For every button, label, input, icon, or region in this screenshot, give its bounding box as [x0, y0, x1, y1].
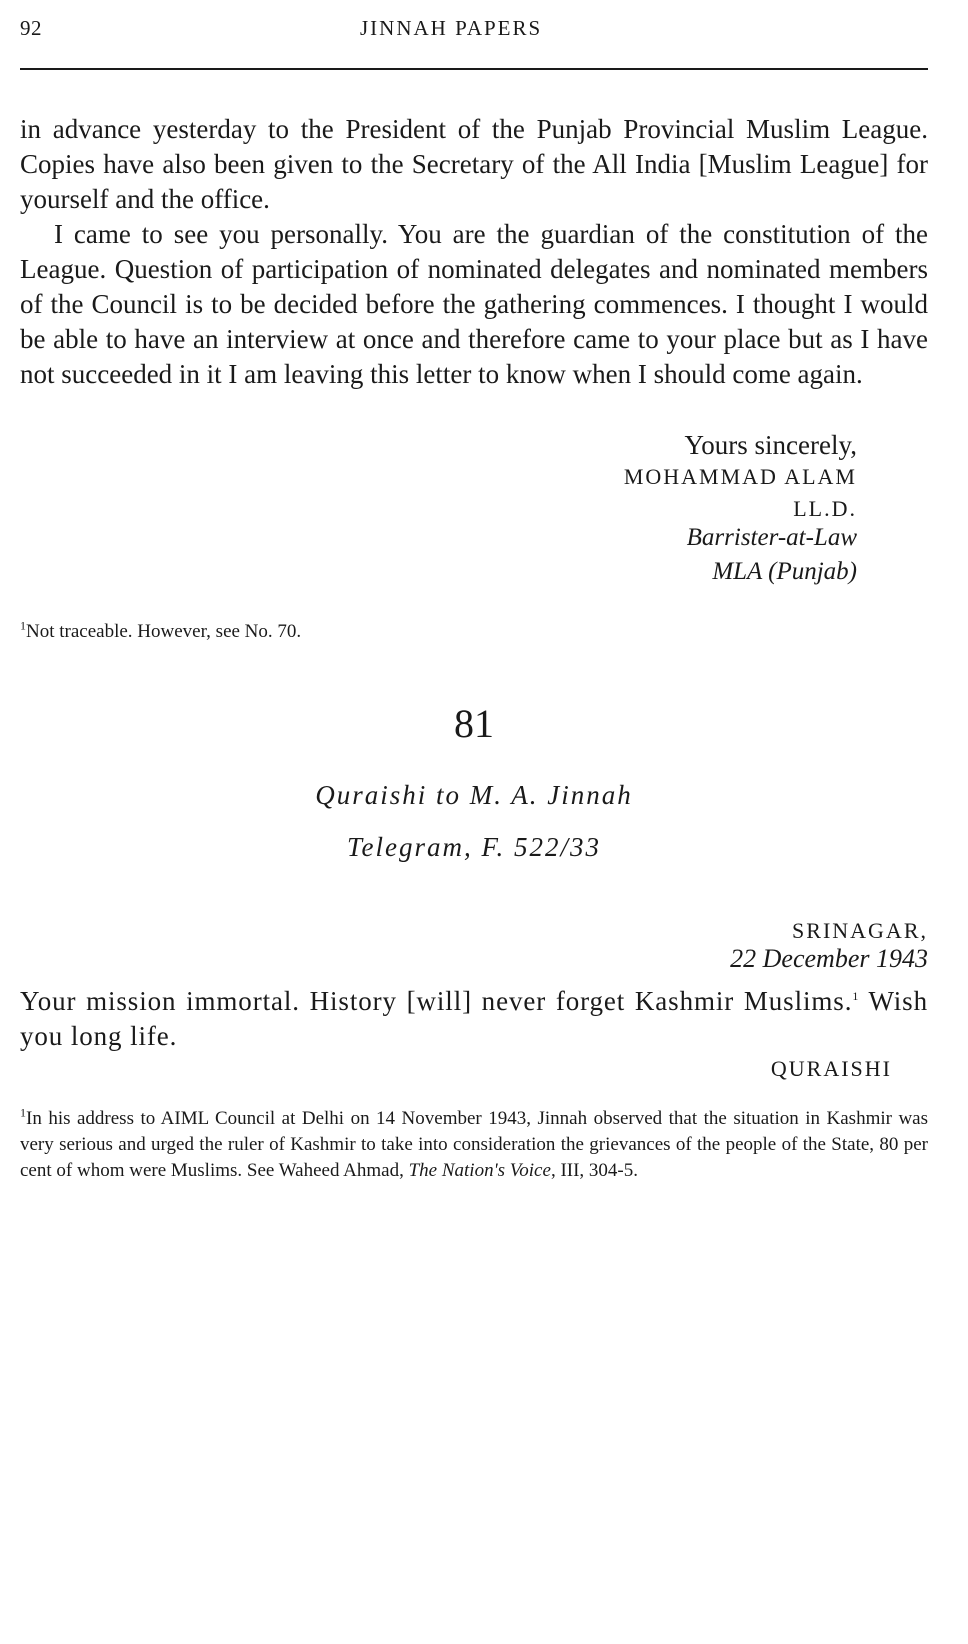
footnote-text: Not traceable. However, see No. 70. [26, 621, 302, 642]
letter-closing: Yours sincerely, [684, 430, 857, 460]
page-number: 92 [20, 16, 42, 40]
signatory-name: MOHAMMAD ALAM [623, 464, 857, 489]
signatory-profession: Barrister-at-Law [686, 524, 857, 551]
telegram-text-end: Wish you long life. [20, 986, 928, 1051]
page-header [20, 16, 928, 46]
document-81-footnote [20, 1106, 928, 1184]
document-title: Quraishi to M. A. Jinnah [315, 780, 633, 810]
document-number: 81 [454, 701, 494, 746]
footnote-marker: 1 [20, 618, 26, 633]
signatory-degree: LL.D. [793, 496, 857, 521]
dateline-place: SRINAGAR, [792, 918, 928, 943]
document-source: Telegram, F. 522/33 [346, 832, 602, 862]
footnote-marker: 1 [20, 1105, 26, 1120]
telegram-signatory: QURAISHI [770, 1056, 892, 1081]
footnote-marker: 1 [852, 989, 860, 1003]
footnote-text: In his address to AIML Council at Delhi on 14 November 1943, Jinnah observed that the situation in Kashmir was very serious and urged the ruler of Kashmir to take into consideration the grievances of the people of the State, 80 per cent of whom were Muslims. See Waheed Ahmad, [20, 1108, 928, 1181]
letter-80-paragraph-1: in advance yesterday to the President of the Punjab Provincial Muslim League. Copies have also been given to the Secretary of the All India [Muslim League] for yourself and the office. [20, 114, 928, 214]
telegram-text [20, 984, 928, 1054]
document-page [20, 0, 928, 1644]
header-divider [20, 68, 928, 70]
letter-80-paragraph-2: I came to see you personally. You are the guardian of the constitution of the League. Question of participation of nominated delegates and nominated members of the Council is to be decided before the gathering commences. I thought I would be able to have an interview at once and therefore came to your place but as I have not succeeded in it I am leaving this letter to know when I should come again. [20, 219, 928, 389]
signatory-office: MLA (Punjab) [712, 558, 857, 585]
footnote-text-end: , III, 304-5. [550, 1160, 638, 1181]
running-head: JINNAH PAPERS [360, 16, 543, 40]
telegram-text-main: Your mission immortal. History [will] never forget Kashmir Muslims. [20, 986, 853, 1016]
dateline-date: 22 December 1943 [730, 944, 928, 973]
letter-80-body [20, 112, 928, 392]
footnote-book-title: The Nation's Voice [408, 1160, 551, 1181]
letter-80-footnote [20, 619, 928, 645]
telegram-body [20, 984, 928, 1054]
